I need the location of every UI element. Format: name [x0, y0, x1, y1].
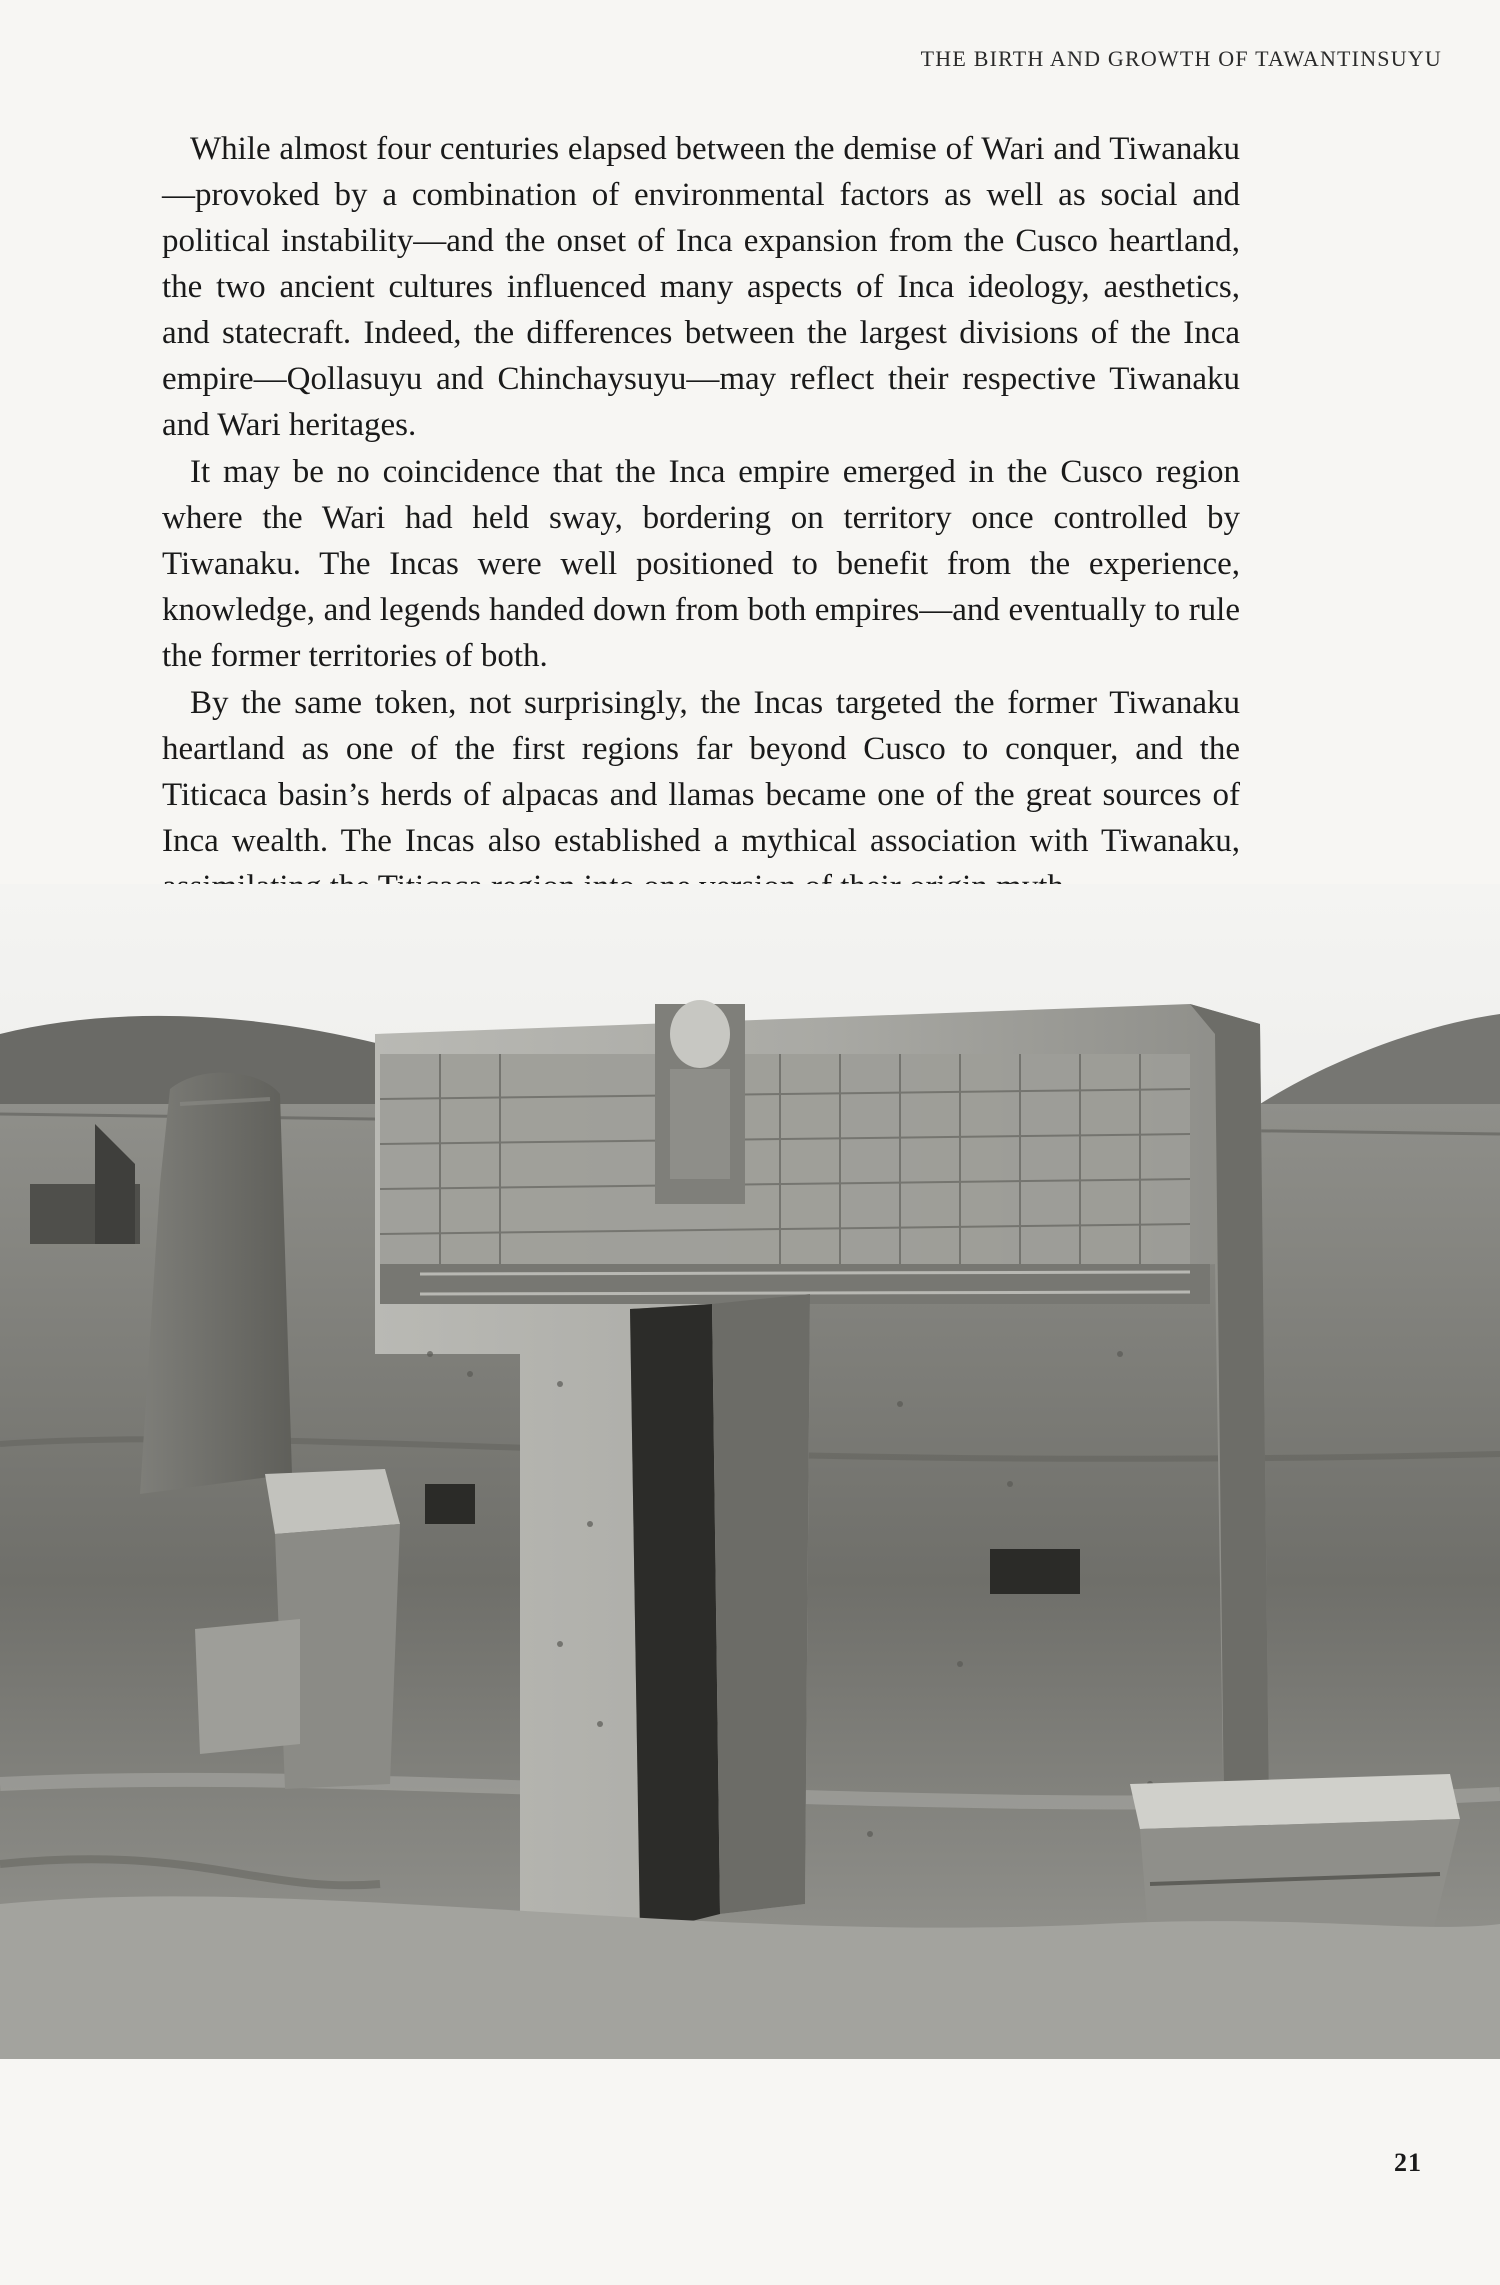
paragraph-2: It may be no coincidence that the Inca empire emerged in the Cusco region where the Wari had held sway, bordering on territory once controlled by Tiwanaku. The Incas were well positioned to benefit from the experience, knowledge, and legends handed down from both empires—and eventually to rule the former territories of both.	[162, 454, 1240, 674]
paragraph-1: While almost four centuries elapsed between the demise of Wari and Tiwanaku—provoked by a combination of environmental factors as well as social and political instability—and the onset of Inca expansion from the Cusco heartland, the two ancient cultures influenced many aspects of Inca ideology, aesthetics, and statecraft. Indeed, the differences between the largest divisions of the Inca empire—Qollasuyu and Chinchaysuyu—may reflect their respective Tiwanaku and Wari heritages.	[162, 131, 1240, 443]
gateway-of-the-sun-photo	[0, 884, 1500, 2059]
page-number: 21	[1394, 2148, 1422, 2177]
body-text	[162, 126, 1240, 910]
running-head: THE BIRTH AND GROWTH OF TAWANTINSUYU	[920, 46, 1442, 71]
paragraph-3: By the same token, not surprisingly, the Incas targeted the former Tiwanaku heartland as one of the first regions far beyond Cusco to conquer, and the Titicaca basin’s herds of alpacas and llamas became one of the great sources of Inca wealth. The Incas also established a mythical association with Tiwanaku,	[162, 685, 1240, 859]
